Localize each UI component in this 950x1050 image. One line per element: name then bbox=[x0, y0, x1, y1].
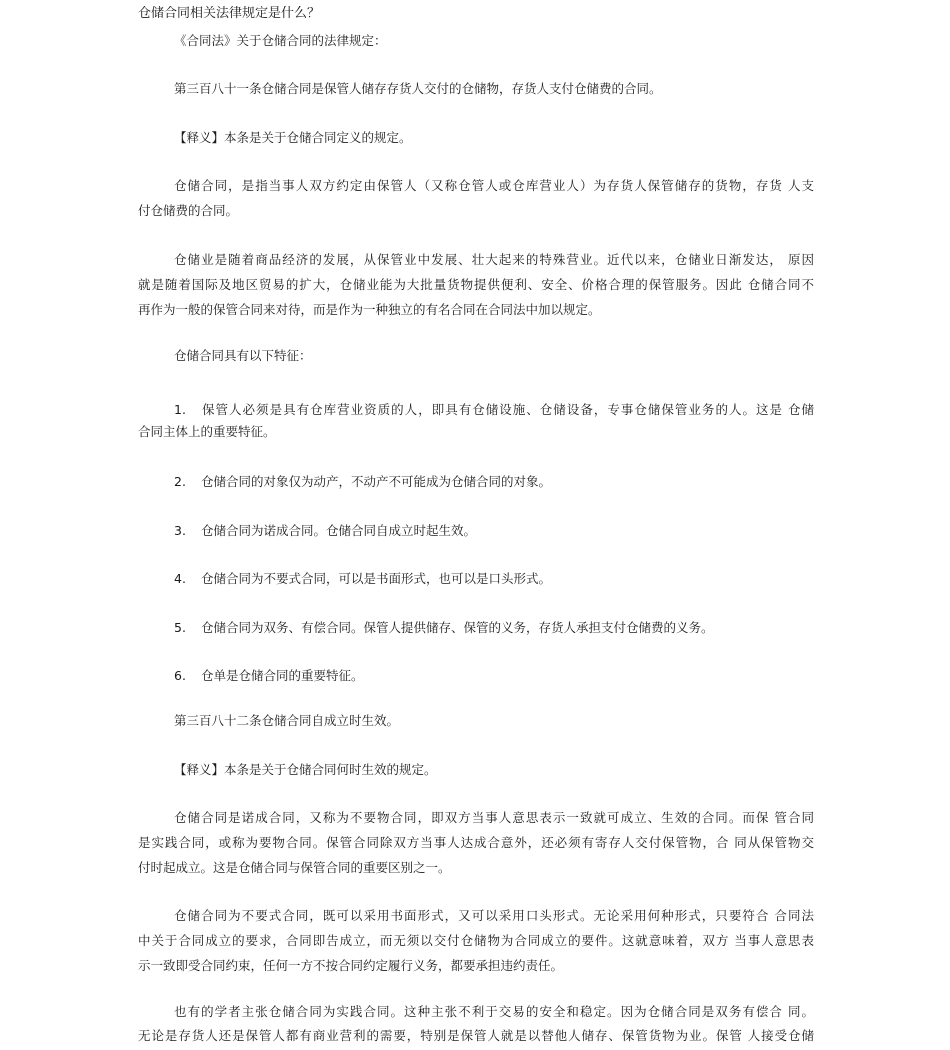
feature-1-text: 保管人必须是具有仓库营业资质的人，即具有仓储设施、仓储设备，专事仓储保管业务的人。这是 仓储 bbox=[201, 402, 814, 417]
feature-4-text: 仓储合同为不要式合同，可以是书面形式，也可以是口头形式。 bbox=[201, 571, 552, 586]
intro-line: 《合同法》关于仓储合同的法律规定： bbox=[174, 33, 387, 48]
paragraph-2-line-3: 再作为一般的保管合同来对待，而是作为一种独立的有名合同在合同法中加以规定。 bbox=[138, 302, 601, 317]
features-intro: 仓储合同具有以下特征： bbox=[174, 348, 312, 363]
paragraph-3-line-2: 是实践合同，或称为要物合同。保管合同除双方当事人达成合意外，还必须有寄存人交付保管物，合 同从保管物交 bbox=[138, 835, 814, 850]
feature-1-number: 1. bbox=[174, 402, 186, 417]
feature-2-number: 2. bbox=[174, 474, 186, 489]
paragraph-3-line-1: 仓储合同是诺成合同，又称为不要物合同，即双方当事人意思表示一致就可成立、生效的合同。而保 管合同 bbox=[174, 810, 814, 825]
paragraph-2-line-2: 就是随着国际及地区贸易的扩大，仓储业能为大批量货物提供便利、安全、价格合理的保管服务。因此 仓储合同不 bbox=[138, 277, 814, 292]
feature-3 bbox=[174, 523, 814, 539]
feature-1-line-1 bbox=[174, 402, 814, 418]
paragraph-1-line-1: 仓储合同，是指当事人双方约定由保管人（又称仓管人或仓库营业人）为存货人保管储存的货物，存货 人支 bbox=[174, 178, 814, 193]
feature-6-text: 仓单是仓储合同的重要特征。 bbox=[201, 668, 364, 683]
paragraph-3-line-3: 付时起成立。这是仓储合同与保管合同的重要区别之一。 bbox=[138, 860, 451, 875]
feature-2-text: 仓储合同的对象仅为动产，不动产不可能成为仓储合同的对象。 bbox=[201, 474, 552, 489]
paragraph-4-line-3: 示一致即受合同约束，任何一方不按合同约定履行义务，都要承担违约责任。 bbox=[138, 958, 564, 973]
feature-2 bbox=[174, 474, 814, 490]
paragraph-4-line-1: 仓储合同为不要式合同，既可以采用书面形式，又可以采用口头形式。无论采用何种形式，只要符合 合同法 bbox=[174, 908, 814, 923]
feature-3-text: 仓储合同为诺成合同。仓储合同自成立时起生效。 bbox=[201, 523, 477, 538]
paragraph-1-line-2: 付仓储费的合同。 bbox=[138, 203, 239, 218]
document-title: 仓储合同相关法律规定是什么？ bbox=[138, 6, 321, 21]
feature-5 bbox=[174, 620, 814, 636]
interpretation-note-2: 【释义】本条是关于仓储合同何时生效的规定。 bbox=[174, 762, 437, 777]
article-382: 第三百八十二条仓储合同自成立时生效。 bbox=[174, 713, 400, 728]
paragraph-5-line-2: 无论是存货人还是保管人都有商业营利的需要，特别是保管人就是以替他人储存、保管货物为业。保管 人接受仓储 bbox=[138, 1028, 814, 1043]
feature-5-number: 5. bbox=[174, 620, 186, 635]
feature-4-number: 4. bbox=[174, 571, 186, 586]
paragraph-5-line-1: 也有的学者主张仓储合同为实践合同。这种主张不利于交易的安全和稳定。因为仓储合同是双务有偿合 同。 bbox=[174, 1004, 814, 1019]
feature-6-number: 6. bbox=[174, 668, 186, 683]
feature-5-text: 仓储合同为双务、有偿合同。保管人提供储存、保管的义务，存货人承担支付仓储费的义务。 bbox=[201, 620, 714, 635]
interpretation-note-1: 【释义】本条是关于仓储合同定义的规定。 bbox=[174, 130, 412, 145]
article-381: 第三百八十一条仓储合同是保管人储存存货人交付的仓储物，存货人支付仓储费的合同。 bbox=[174, 81, 662, 96]
paragraph-2-line-1: 仓储业是随着商品经济的发展，从保管业中发展、壮大起来的特殊营业。近代以来，仓储业日渐发达， 原因 bbox=[174, 252, 814, 267]
feature-3-number: 3. bbox=[174, 523, 186, 538]
feature-6 bbox=[174, 668, 814, 684]
feature-4 bbox=[174, 571, 814, 587]
feature-1-line-2: 合同主体上的重要特征。 bbox=[138, 424, 276, 439]
paragraph-4-line-2: 中关于合同成立的要求，合同即告成立，而无须以交付仓储物为合同成立的要件。这就意味着，双方 当事人意思表 bbox=[138, 933, 814, 948]
